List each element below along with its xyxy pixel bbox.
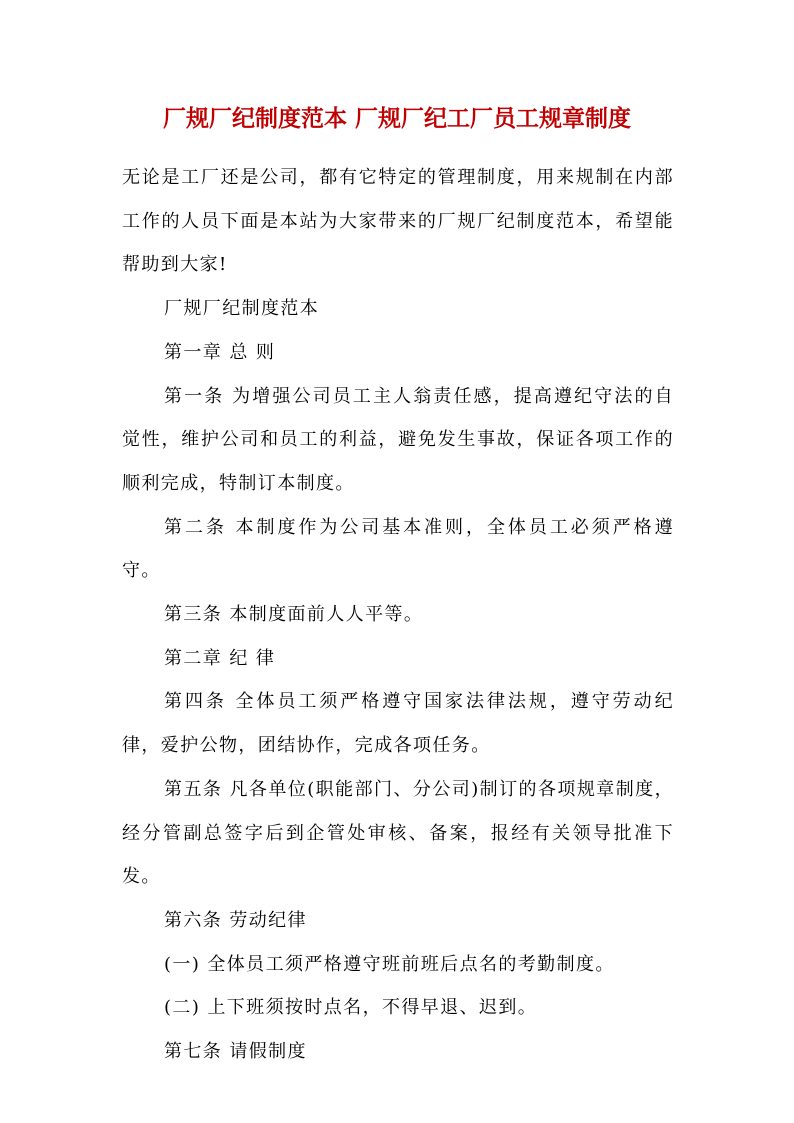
list-item: (二) 上下班须按时点名，不得早退、迟到。 — [164, 997, 538, 1019]
document-title: 厂规厂纪制度范本 厂规厂纪工厂员工规章制度 — [162, 105, 631, 132]
document-body — [122, 156, 674, 1074]
list-item: (一) 全体员工须严格遵守班前班后点名的考勤制度。 — [164, 953, 615, 975]
chapter-heading: 第二章 纪 律 — [164, 647, 276, 669]
article-paragraph: 第二条 本制度作为公司基本准则，全体员工必须严格遵守。 — [122, 516, 674, 582]
article-paragraph: 第一条 为增强公司员工主人翁责任感，提高遵纪守法的自觉性，维护公司和员工的利益，避免发生事故，保证各项工作的顺利完成，特制订本制度。 — [122, 385, 674, 494]
intro-paragraph: 无论是工厂还是公司，都有它特定的管理制度，用来规制在内部工作的人员下面是本站为大家带来的厂规厂纪制度范本，希望能帮助到大家! — [122, 167, 674, 276]
article-paragraph: 第七条 请假制度 — [164, 1041, 307, 1063]
article-paragraph: 第六条 劳动纪律 — [164, 909, 307, 931]
article-paragraph: 第五条 凡各单位(职能部门、分公司)制订的各项规章制度，经分管副总签字后到企管处审核、备案，报经有关领导批准下发。 — [122, 778, 674, 888]
article-paragraph: 第三条 本制度面前人人平等。 — [164, 604, 424, 626]
chapter-heading: 第一章 总 则 — [164, 341, 276, 363]
section-heading: 厂规厂纪制度范本 — [164, 298, 320, 320]
article-paragraph: 第四条 全体员工须严格遵守国家法律法规，遵守劳动纪律，爱护公物，团结协作，完成各项任务。 — [122, 691, 674, 757]
